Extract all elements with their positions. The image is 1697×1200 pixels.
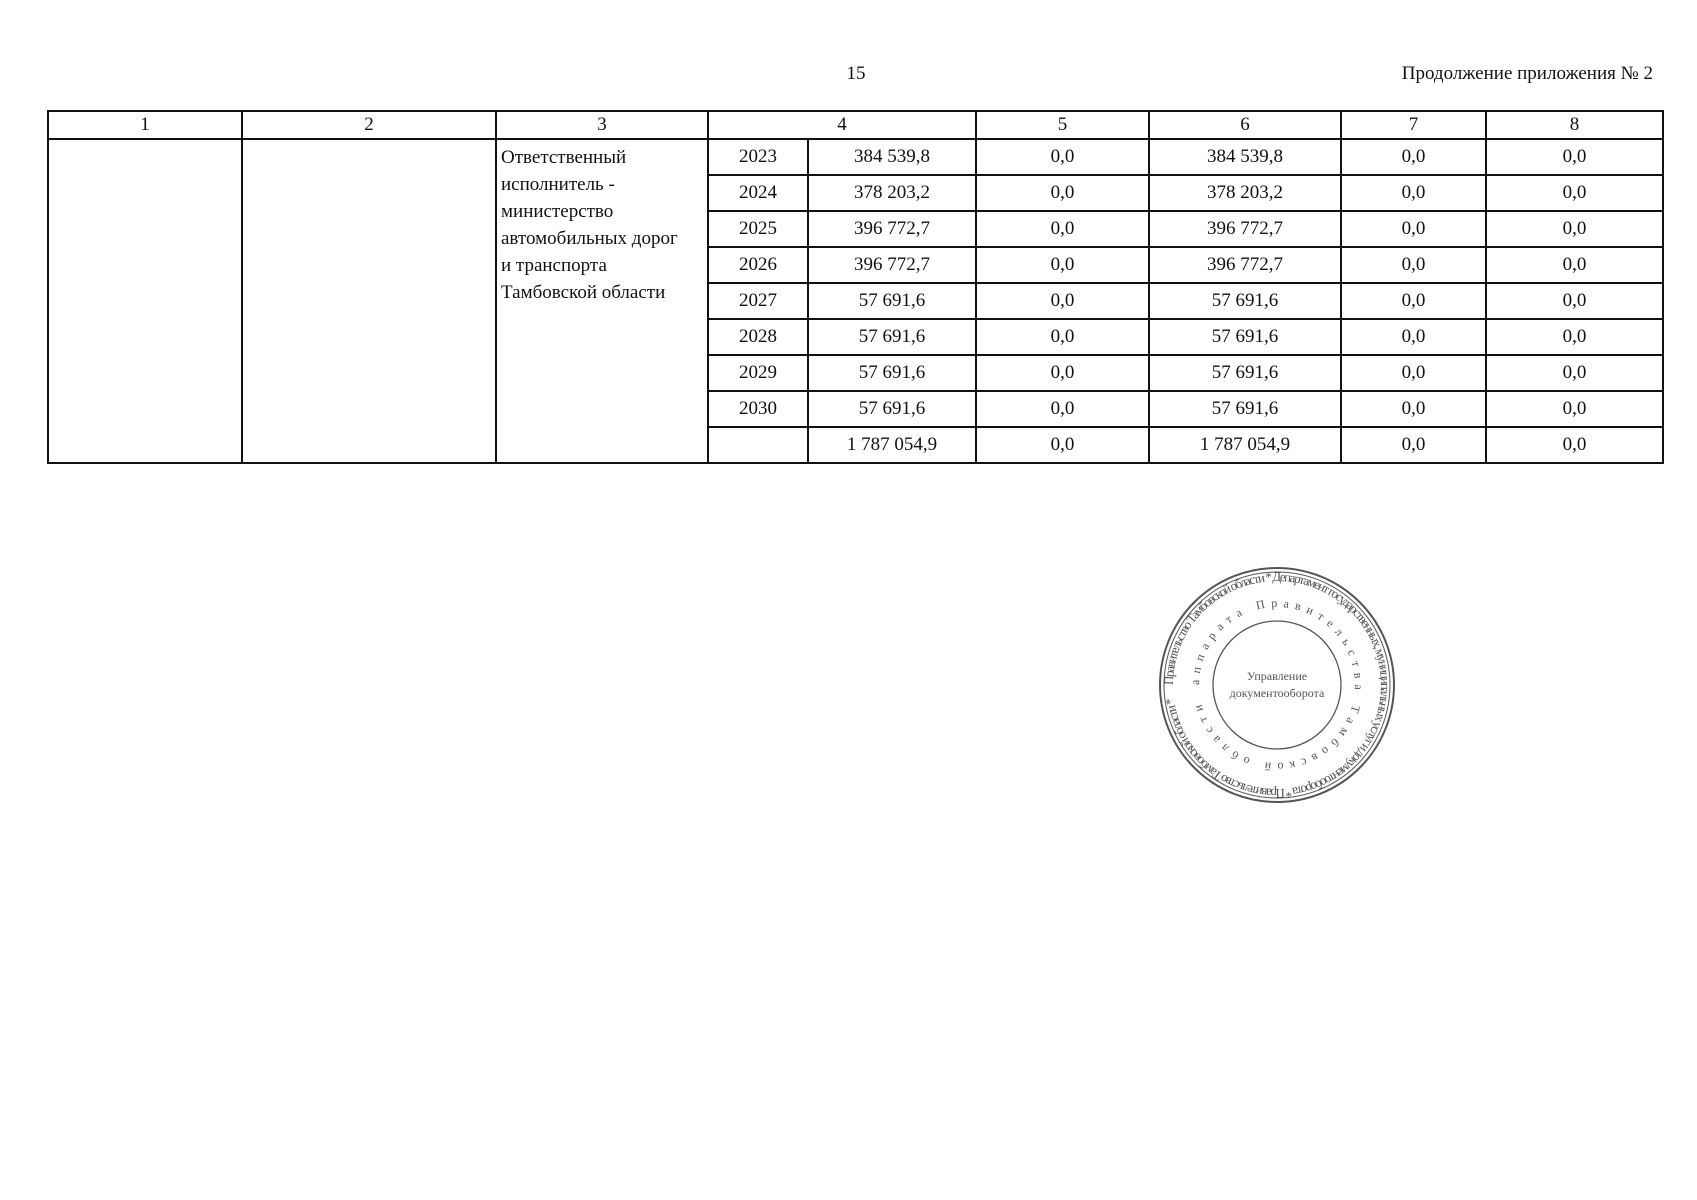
cell-col1 — [48, 139, 242, 463]
total-cell: 0,0 — [1341, 427, 1486, 463]
table-row — [48, 139, 1663, 175]
amount-cell: 0,0 — [976, 391, 1149, 427]
amount-cell: 57 691,6 — [808, 319, 976, 355]
amount-cell: 396 772,7 — [1149, 247, 1341, 283]
amount-cell: 396 772,7 — [808, 247, 976, 283]
column-header: 2 — [242, 111, 496, 139]
amount-cell: 0,0 — [976, 139, 1149, 175]
column-header: 1 — [48, 111, 242, 139]
amount-cell: 57 691,6 — [808, 391, 976, 427]
year-cell: 2026 — [708, 247, 808, 283]
total-cell: 0,0 — [1486, 427, 1663, 463]
amount-cell: 57 691,6 — [1149, 283, 1341, 319]
amount-cell: 0,0 — [1486, 139, 1663, 175]
amount-cell: 0,0 — [976, 175, 1149, 211]
amount-cell: 378 203,2 — [1149, 175, 1341, 211]
amount-cell: 0,0 — [1341, 175, 1486, 211]
column-header: 4 — [708, 111, 976, 139]
seal-center-line: Управление — [1246, 669, 1308, 683]
cell-col2 — [242, 139, 496, 463]
amount-cell: 57 691,6 — [808, 355, 976, 391]
amount-cell: 0,0 — [1486, 355, 1663, 391]
executor-cell — [496, 139, 708, 463]
amount-cell: 396 772,7 — [1149, 211, 1341, 247]
amount-cell: 0,0 — [1341, 319, 1486, 355]
budget-table — [47, 110, 1664, 464]
executor-line: и транспорта — [501, 255, 607, 276]
appendix-label: Продолжение приложения № 2 — [1401, 63, 1653, 84]
executor-line: министерство — [501, 201, 614, 222]
column-header-row — [48, 111, 1663, 139]
amount-cell: 0,0 — [1486, 175, 1663, 211]
seal-center-text — [1230, 668, 1325, 702]
amount-cell: 0,0 — [976, 283, 1149, 319]
amount-cell: 0,0 — [1486, 283, 1663, 319]
year-cell — [708, 427, 808, 463]
amount-cell: 0,0 — [1341, 355, 1486, 391]
executor-line: Ответственный — [501, 147, 627, 168]
year-cell: 2027 — [708, 283, 808, 319]
seal-outer-text-path: Правительство Тамбовской области * Департамент государственных, муниципальных услуг и документооборота * Правительство Тамбовской области * — [1160, 568, 1394, 802]
amount-cell: 57 691,6 — [1149, 319, 1341, 355]
amount-cell: 0,0 — [1486, 247, 1663, 283]
amount-cell: 396 772,7 — [808, 211, 976, 247]
year-cell: 2024 — [708, 175, 808, 211]
amount-cell: 0,0 — [1341, 211, 1486, 247]
column-header: 6 — [1149, 111, 1341, 139]
total-cell: 1 787 054,9 — [808, 427, 976, 463]
amount-cell: 57 691,6 — [808, 283, 976, 319]
amount-cell: 0,0 — [1486, 391, 1663, 427]
total-cell: 0,0 — [976, 427, 1149, 463]
amount-cell: 0,0 — [1486, 319, 1663, 355]
column-header: 5 — [976, 111, 1149, 139]
seal-center-line: документооборота — [1229, 686, 1325, 700]
column-header: 7 — [1341, 111, 1486, 139]
amount-cell: 0,0 — [1341, 139, 1486, 175]
executor-line: Тамбовской области — [501, 282, 666, 303]
amount-cell: 0,0 — [976, 319, 1149, 355]
year-cell: 2029 — [708, 355, 808, 391]
column-header: 8 — [1486, 111, 1663, 139]
official-seal — [1157, 565, 1397, 805]
amount-cell: 0,0 — [1486, 211, 1663, 247]
amount-cell: 0,0 — [976, 247, 1149, 283]
amount-cell: 0,0 — [1341, 283, 1486, 319]
executor-line: исполнитель - — [501, 174, 615, 195]
page-number: 15 — [846, 63, 866, 84]
amount-cell: 384 539,8 — [808, 139, 976, 175]
column-header: 3 — [496, 111, 708, 139]
year-cell: 2023 — [708, 139, 808, 175]
amount-cell: 378 203,2 — [808, 175, 976, 211]
executor-line: автомобильных дорог — [501, 228, 678, 249]
amount-cell: 0,0 — [1341, 247, 1486, 283]
year-cell: 2025 — [708, 211, 808, 247]
amount-cell: 384 539,8 — [1149, 139, 1341, 175]
year-cell: 2030 — [708, 391, 808, 427]
total-cell: 1 787 054,9 — [1149, 427, 1341, 463]
amount-cell: 57 691,6 — [1149, 391, 1341, 427]
seal-inner-text-path: аппарата Правительства Тамбовской области — [1187, 595, 1367, 775]
amount-cell: 57 691,6 — [1149, 355, 1341, 391]
amount-cell: 0,0 — [1341, 391, 1486, 427]
amount-cell: 0,0 — [976, 211, 1149, 247]
year-cell: 2028 — [708, 319, 808, 355]
amount-cell: 0,0 — [976, 355, 1149, 391]
